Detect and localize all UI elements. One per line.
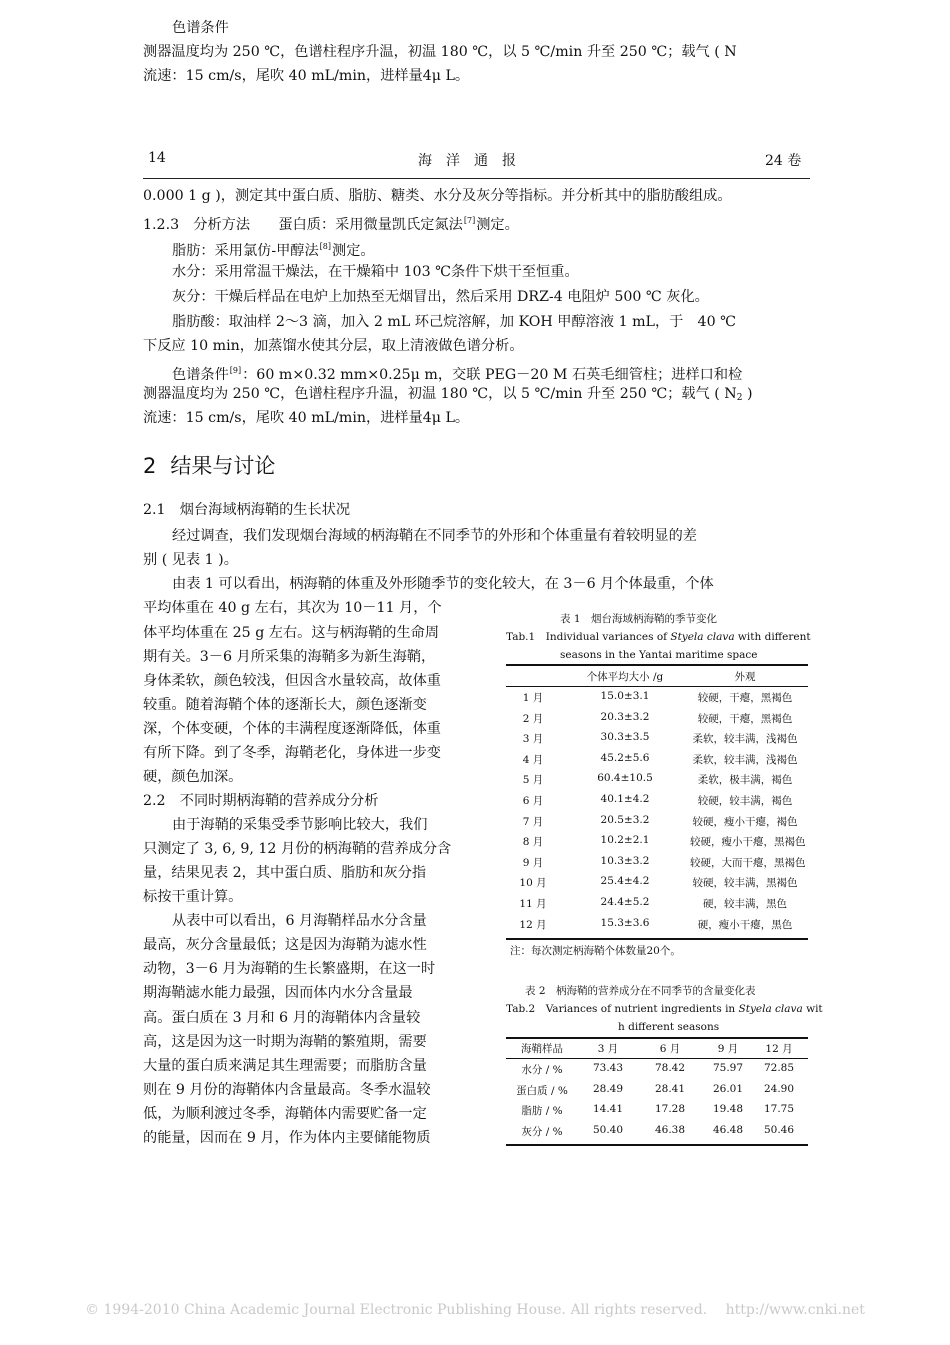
table1-size-cell: 10.2±2.1 [600,834,650,847]
subsection-heading: 2.2 不同时期柄海鞘的营养成分分析 [143,793,379,809]
body-line: 1.2.3 分析方法 蛋白质：采用微量凯氏定氮法[7]测定。 [143,216,519,233]
table1-size-cell: 30.3±3.5 [600,731,650,744]
table2-top-rule [506,1037,808,1039]
table1-size-cell: 20.5±3.2 [600,813,650,826]
body-line: 高。蛋白质在 3 月和 6 月的海鞘体内含量较 [143,1010,421,1026]
top-line-1: 色谱条件 [172,20,229,36]
body-line: 量，结果见表 2，其中蛋白质、脂肪和灰分指 [143,865,427,881]
table1-month-cell: 3 月 [522,733,544,746]
body-line: 大量的蛋白质来满足其生理需要；而脂肪含量 [143,1058,427,1074]
subsection-heading: 2.1 烟台海域柄海鞘的生长状况 [143,502,351,518]
table1-bottom-rule [506,938,808,940]
table2-header-cell: 3 月 [597,1043,619,1055]
table2-header-cell: 海鞘样品 [521,1043,563,1055]
top-line-2: 测器温度均为 250 ℃，色谱柱程序升温，初温 180 ℃，以 5 ℃/min 升至 250 ℃；载气 ( N [143,44,737,60]
table2-caption-en-2: h different seasons [618,1021,720,1033]
table2-mid-rule [506,1058,808,1059]
table2-value-cell: 19.48 [712,1103,744,1115]
table1-appearance-cell: 硬，瘦小干瘪，黑色 [697,918,793,931]
body-line: 深，个体变硬，个体的丰满程度逐渐降低，体重 [143,721,441,737]
table2-value-cell: 50.40 [592,1123,624,1136]
table1-month-cell: 1 月 [522,692,544,704]
body-line: 只测定了 3, 6, 9, 12 月份的柄海鞘的营养成分含 [143,841,452,857]
copyright-footer: © 1994-2010 China Academic Journal Electronic Publishing House. All rights reserved. http://www.cnki.net [85,1302,865,1318]
table2-value-cell: 46.38 [654,1123,686,1136]
table1-appearance-cell: 较硬，瘦小干瘪，黑褐色 [690,836,806,849]
top-line-3: 流速：15 cm/s，尾吹 40 mL/min，进样量4μ L。 [143,68,470,84]
table2-row-label: 水分 / % [521,1064,563,1076]
header-rule [143,178,810,179]
body-line: 低，为顺利渡过冬季，海鞘体内需要贮备一定 [143,1106,427,1122]
table2-value-cell: 14.41 [592,1103,624,1115]
table1-appearance-cell: 较硬，较丰满，黑褐色 [692,877,798,890]
table1-month-cell: 9 月 [522,856,544,869]
table1-month-cell: 2 月 [522,712,544,725]
table2-value-cell: 17.28 [654,1103,686,1115]
table1-size-cell: 10.3±3.2 [600,854,650,867]
page-number: 14 [148,150,166,166]
table2-caption-en: Tab.2 Variances of nutrient ingredients in Styela clava wit [506,1003,823,1015]
journal-title: 海 洋 通 报 [418,153,516,169]
table2-value-cell: 28.41 [654,1082,686,1095]
table1-appearance-cell: 较硬，干瘪，黑褐色 [697,692,793,704]
body-line: 色谱条件[9]：60 m×0.32 mm×0.25μ m，交联 PEG－20 M 石英毛细管柱；进样口和检 [172,366,743,383]
table1-caption-en-2: seasons in the Yantai maritime space [560,649,758,661]
table2-header-cell: 6 月 [659,1043,681,1055]
body-line: 别 ( 见表 1 )。 [143,552,238,568]
table1-month-cell: 12 月 [519,918,547,931]
table1-caption-cn: 表 1 烟台海域柄海鞘的季节变化 [560,613,718,625]
table1-size-cell: 20.3±3.2 [600,710,650,723]
table1-appearance-cell: 硬，较丰满，黑色 [703,898,787,910]
body-line: 有所下降。到了冬季，海鞘老化，身体进一步变 [143,745,441,761]
table1-appearance-cell: 较硬，干瘪，黑褐色 [697,712,793,725]
body-line: 脂肪酸：取油样 2～3 滴，加入 2 mL 环己烷溶解，加 KOH 甲醇溶液 1 mL，于 40 ℃ [172,314,736,330]
table2-header-cell: 12 月 [765,1043,793,1055]
table2-value-cell: 75.97 [712,1062,744,1074]
table2-row-label: 蛋白质 / % [516,1084,568,1097]
table2-value-cell: 72.85 [763,1062,795,1074]
body-line: 脂肪：采用氯仿-甲醇法[8]测定。 [172,242,375,259]
body-line: 灰分：干燥后样品在电炉上加热至无烟冒出，然后采用 DRZ-4 电阻炉 500 ℃ 灰化。 [172,289,709,305]
table1-month-cell: 8 月 [522,836,544,849]
section-heading: 2 结果与讨论 [143,454,276,478]
body-line: 期有关。3－6 月所采集的海鞘多为新生海鞘， [143,649,436,665]
table1-size-cell: 15.3±3.6 [600,916,650,929]
table1-mid-rule [506,686,808,687]
table1-header-size: 个体平均大小 /g [586,671,664,683]
table2-value-cell: 78.42 [654,1062,686,1074]
table1-size-cell: 60.4±10.5 [597,772,653,785]
body-line: 高，这是因为这一时期为海鞘的繁殖期，需要 [143,1034,427,1050]
volume-label: 24 卷 [765,153,802,169]
table2-value-cell: 26.01 [712,1082,744,1095]
table1-caption-en: Tab.1 Individual variances of Styela clava with different [506,631,811,643]
body-line: 测器温度均为 250 ℃，色谱柱程序升温，初温 180 ℃，以 5 ℃/min 升至 250 ℃；载气 ( $N_2$ ) [143,386,753,403]
table1-note: 注：每次测定柄海鞘个体数量20个。 [510,945,681,957]
table2-value-cell: 17.75 [763,1103,795,1115]
table1-header-appearance: 外观 [734,671,756,683]
table1-month-cell: 4 月 [522,753,544,766]
body-line: 0.000 1 g )，测定其中蛋白质、脂肪、糖类、水分及灰分等指标。并分析其中的脂肪酸组成。 [143,188,732,204]
table1-month-cell: 11 月 [519,898,547,910]
table1-size-cell: 15.0±3.1 [600,690,650,702]
body-line: 平均体重在 40 g 左右，其次为 10－11 月，个 [143,600,442,616]
table2-value-cell: 28.49 [592,1082,624,1095]
table1-appearance-cell: 柔软，极丰满，褐色 [697,774,793,787]
body-line: 最高，灰分含量最低；这是因为海鞘为滤水性 [143,937,427,953]
body-line: 的能量，因而在 9 月，作为体内主要储能物质 [143,1130,431,1146]
body-line: 体平均体重在 25 g 左右。这与柄海鞘的生命周 [143,625,440,641]
body-line: 水分：采用常温干燥法，在干燥箱中 103 ℃条件下烘干至恒重。 [172,264,579,280]
body-line: 身体柔软，颜色较浅，但因含水量较高，故体重 [143,673,441,689]
body-line: 较重。随着海鞘个体的逐渐长大，颜色逐渐变 [143,697,427,713]
table1-appearance-cell: 较硬，大而干瘪，黑褐色 [690,856,806,869]
table2-bottom-rule [506,1144,808,1146]
table1-month-cell: 5 月 [522,774,544,787]
table2-value-cell: 50.46 [763,1123,795,1136]
table1-size-cell: 45.2±5.6 [600,751,650,764]
body-line: 由表 1 可以看出，柄海鞘的体重及外形随季节的变化较大，在 3－6 月个体最重，个体 [172,576,714,592]
table2-caption-cn: 表 2 柄海鞘的营养成分在不同季节的含量变化表 [525,985,756,997]
body-line: 标按干重计算。 [143,889,243,905]
table1-appearance-cell: 柔软，较丰满，浅褐色 [692,753,798,766]
table1-month-cell: 6 月 [522,795,544,807]
table2-header-cell: 9 月 [717,1043,739,1055]
table2-value-cell: 73.43 [592,1062,624,1074]
table2-row-label: 灰分 / % [521,1125,563,1138]
table1-size-cell: 25.4±4.2 [600,875,650,888]
table1-appearance-cell: 较硬，瘦小干瘪，褐色 [692,815,798,828]
body-line: 期海鞘滤水能力最强，因而体内水分含量最 [143,985,413,1001]
table1-size-cell: 40.1±4.2 [600,793,650,805]
body-line: 从表中可以看出，6 月海鞘样品水分含量 [172,913,427,929]
body-line: 由于海鞘的采集受季节影响比较大，我们 [172,817,428,833]
table2-row-label: 脂肪 / % [521,1105,563,1117]
body-line: 经过调查，我们发现烟台海域的柄海鞘在不同季节的外形和个体重量有着较明显的差 [172,528,697,544]
body-line: 硬，颜色加深。 [143,769,243,785]
table1-appearance-cell: 柔软，较丰满，浅褐色 [692,733,798,746]
body-line: 流速：15 cm/s，尾吹 40 mL/min，进样量4μ L。 [143,410,470,426]
table1-size-cell: 24.4±5.2 [600,896,650,908]
table2-value-cell: 24.90 [763,1082,795,1095]
body-line: 则在 9 月份的海鞘体内含量最高。冬季水温较 [143,1082,431,1098]
body-line: 下反应 10 min，加蒸馏水使其分层，取上清液做色谱分析。 [143,338,524,354]
table2-value-cell: 46.48 [712,1123,744,1136]
table1-top-rule [506,664,808,666]
table1-month-cell: 10 月 [519,877,547,890]
body-line: 动物，3－6 月为海鞘的生长繁盛期，在这一时 [143,961,436,977]
table1-appearance-cell: 较硬，较丰满，褐色 [697,795,793,807]
table1-month-cell: 7 月 [522,815,544,828]
